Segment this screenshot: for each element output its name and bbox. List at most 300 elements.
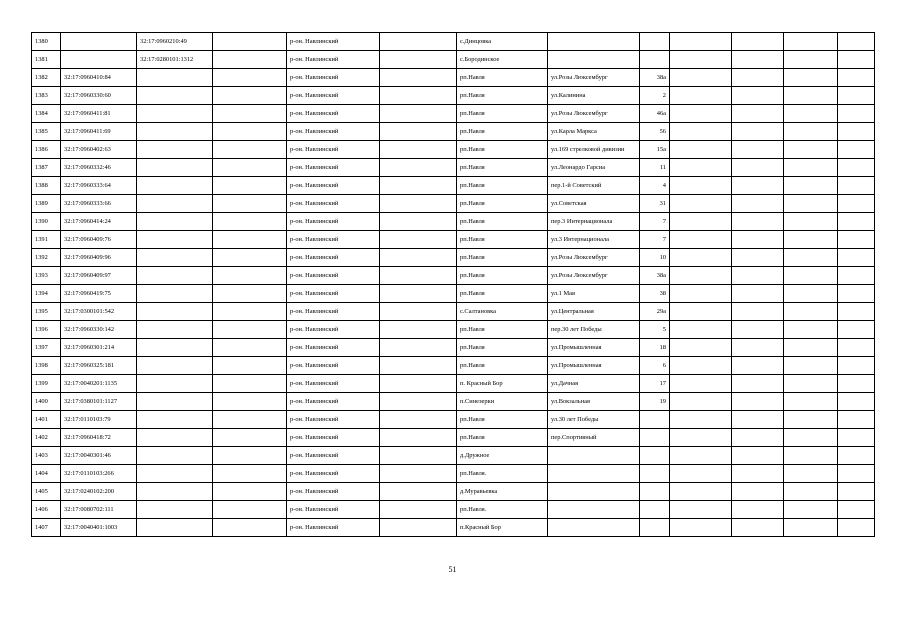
table-row — [32, 519, 875, 537]
cell-street: ул.Промышленная — [548, 357, 640, 375]
cell-place: п.Красный Бор — [457, 519, 548, 537]
cell-empty — [380, 465, 457, 483]
cell-cad1: 32:17:0960330:142 — [61, 321, 137, 339]
cell-street — [548, 501, 640, 519]
cell-empty — [213, 267, 287, 285]
cell-empty — [732, 303, 784, 321]
table-row — [32, 69, 875, 87]
cell-empty — [380, 69, 457, 87]
cell-empty — [213, 393, 287, 411]
cell-empty — [670, 33, 732, 51]
cell-empty — [670, 375, 732, 393]
cell-empty — [732, 447, 784, 465]
cell-empty — [732, 105, 784, 123]
cell-empty — [732, 231, 784, 249]
table-row — [32, 339, 875, 357]
cell-n: 1394 — [32, 285, 61, 303]
cell-cad2 — [137, 105, 213, 123]
cell-cad1: 32:17:0110103:79 — [61, 411, 137, 429]
cell-empty — [784, 357, 838, 375]
cell-empty — [784, 195, 838, 213]
cell-rayon: р-он. Навлинский — [287, 267, 380, 285]
cell-n: 1391 — [32, 231, 61, 249]
cell-cad2 — [137, 87, 213, 105]
cell-house: 29а — [640, 303, 670, 321]
table-row — [32, 123, 875, 141]
cell-empty — [838, 447, 875, 465]
cell-n: 1393 — [32, 267, 61, 285]
cell-cad2 — [137, 357, 213, 375]
cell-empty — [838, 375, 875, 393]
cell-empty — [213, 429, 287, 447]
cell-empty — [380, 285, 457, 303]
cell-house: 17 — [640, 375, 670, 393]
cell-rayon: р-он. Навлинский — [287, 213, 380, 231]
cell-n: 1382 — [32, 69, 61, 87]
cell-empty — [732, 213, 784, 231]
cell-street: ул.Промышленная — [548, 339, 640, 357]
cell-rayon: р-он. Навлинский — [287, 303, 380, 321]
cell-empty — [213, 519, 287, 537]
cell-n: 1405 — [32, 483, 61, 501]
cell-empty — [838, 105, 875, 123]
cell-empty — [838, 393, 875, 411]
cell-empty — [784, 231, 838, 249]
cell-empty — [732, 123, 784, 141]
table-row — [32, 213, 875, 231]
cell-house — [640, 519, 670, 537]
cell-empty — [380, 87, 457, 105]
cell-empty — [213, 231, 287, 249]
cell-cad2 — [137, 321, 213, 339]
cell-n: 1383 — [32, 87, 61, 105]
cell-street: ул.Розы Люксембург — [548, 105, 640, 123]
table-row — [32, 231, 875, 249]
cell-empty — [838, 231, 875, 249]
cell-empty — [732, 285, 784, 303]
cell-cad1: 32:17:0110103:266 — [61, 465, 137, 483]
cell-cad1 — [61, 51, 137, 69]
cell-place: с.Динцовка — [457, 33, 548, 51]
cell-empty — [380, 213, 457, 231]
cell-empty — [732, 69, 784, 87]
cell-rayon: р-он. Навлинский — [287, 375, 380, 393]
cell-empty — [838, 51, 875, 69]
cell-empty — [784, 213, 838, 231]
cell-empty — [670, 105, 732, 123]
cell-place: рп.Навля — [457, 141, 548, 159]
cell-cad2 — [137, 69, 213, 87]
cell-cad2 — [137, 501, 213, 519]
cell-empty — [380, 195, 457, 213]
cell-house — [640, 411, 670, 429]
cell-empty — [670, 429, 732, 447]
cell-house — [640, 429, 670, 447]
cell-empty — [784, 321, 838, 339]
cell-empty — [732, 411, 784, 429]
cell-cad2: 32:17:0960210:49 — [137, 33, 213, 51]
cell-street: ул.Розы Люксембург — [548, 69, 640, 87]
cell-n: 1407 — [32, 519, 61, 537]
cell-empty — [670, 393, 732, 411]
cell-place: с.Бородинское — [457, 51, 548, 69]
cell-empty — [380, 159, 457, 177]
table-row — [32, 447, 875, 465]
cell-cad1: 32:17:0960330:60 — [61, 87, 137, 105]
cell-place: рп.Навля — [457, 105, 548, 123]
cell-street: пер.Спортивный — [548, 429, 640, 447]
cell-empty — [670, 51, 732, 69]
cell-place: рп.Навля — [457, 339, 548, 357]
cell-street: ул.Розы Люксембург — [548, 249, 640, 267]
cell-empty — [838, 501, 875, 519]
cell-place: рп.Навля — [457, 69, 548, 87]
cell-house: 31 — [640, 195, 670, 213]
cell-place: рп.Навля — [457, 357, 548, 375]
cell-house: 38а — [640, 69, 670, 87]
cell-empty — [670, 69, 732, 87]
cell-rayon: р-он. Навлинский — [287, 195, 380, 213]
cell-cad2 — [137, 411, 213, 429]
cell-empty — [732, 87, 784, 105]
cell-cad1: 32:17:0300101:542 — [61, 303, 137, 321]
cell-rayon: р-он. Навлинский — [287, 357, 380, 375]
cell-place: рп.Навля — [457, 213, 548, 231]
cell-empty — [784, 177, 838, 195]
cell-empty — [380, 357, 457, 375]
cell-empty — [213, 357, 287, 375]
cell-empty — [213, 465, 287, 483]
cell-n: 1406 — [32, 501, 61, 519]
table-row — [32, 375, 875, 393]
cell-place: рп.Навля — [457, 411, 548, 429]
cell-n: 1404 — [32, 465, 61, 483]
cell-empty — [380, 375, 457, 393]
cell-cad2 — [137, 141, 213, 159]
cell-cad2 — [137, 429, 213, 447]
cell-rayon: р-он. Навлинский — [287, 177, 380, 195]
cell-rayon: р-он. Навлинский — [287, 249, 380, 267]
cell-street: ул.Центральная — [548, 303, 640, 321]
cell-empty — [380, 501, 457, 519]
cell-empty — [380, 303, 457, 321]
cell-empty — [784, 51, 838, 69]
cell-empty — [838, 177, 875, 195]
cell-empty — [732, 177, 784, 195]
table-row — [32, 267, 875, 285]
cell-empty — [838, 213, 875, 231]
cell-empty — [213, 501, 287, 519]
cell-cad2 — [137, 339, 213, 357]
cell-empty — [380, 483, 457, 501]
cell-n: 1388 — [32, 177, 61, 195]
cell-empty — [380, 447, 457, 465]
cell-empty — [213, 213, 287, 231]
cell-empty — [380, 33, 457, 51]
cell-place: рп.Навля. — [457, 465, 548, 483]
cell-cad1: 32:17:0960418:72 — [61, 429, 137, 447]
table-row — [32, 51, 875, 69]
table-row — [32, 321, 875, 339]
table-body — [32, 33, 875, 537]
cell-empty — [838, 33, 875, 51]
cell-empty — [838, 249, 875, 267]
cell-rayon: р-он. Навлинский — [287, 141, 380, 159]
cell-n: 1389 — [32, 195, 61, 213]
cell-empty — [380, 321, 457, 339]
cell-empty — [732, 33, 784, 51]
cell-house: 38а — [640, 267, 670, 285]
cell-place: рп.Навля — [457, 195, 548, 213]
cell-empty — [670, 465, 732, 483]
cell-place: рп.Навля — [457, 429, 548, 447]
cell-empty — [784, 339, 838, 357]
cell-street: ул.Дачная — [548, 375, 640, 393]
cell-n: 1386 — [32, 141, 61, 159]
cell-empty — [838, 357, 875, 375]
cell-n: 1397 — [32, 339, 61, 357]
cell-place: рп.Навля — [457, 177, 548, 195]
cell-rayon: р-он. Навлинский — [287, 411, 380, 429]
cell-empty — [670, 123, 732, 141]
cell-empty — [213, 159, 287, 177]
cell-cad1: 32:17:0960332:46 — [61, 159, 137, 177]
cell-empty — [380, 339, 457, 357]
cell-empty — [838, 267, 875, 285]
cell-cad2 — [137, 393, 213, 411]
cell-cad2 — [137, 447, 213, 465]
cell-street: ул.Карла Маркса — [548, 123, 640, 141]
table-row — [32, 87, 875, 105]
cell-house: 6 — [640, 357, 670, 375]
cell-empty — [380, 393, 457, 411]
table-row — [32, 33, 875, 51]
cell-empty — [838, 87, 875, 105]
cell-cad1: 32:17:0380101:1127 — [61, 393, 137, 411]
table-row — [32, 303, 875, 321]
cell-rayon: р-он. Навлинский — [287, 33, 380, 51]
cell-cad2 — [137, 195, 213, 213]
cell-cad1: 32:17:0960333:64 — [61, 177, 137, 195]
cell-place: рп.Навля — [457, 249, 548, 267]
cell-empty — [784, 267, 838, 285]
cell-cad1: 32:17:0960414:24 — [61, 213, 137, 231]
cell-empty — [380, 177, 457, 195]
cell-empty — [732, 51, 784, 69]
table-row — [32, 429, 875, 447]
cell-cad1: 32:17:0960419:75 — [61, 285, 137, 303]
cell-cad2 — [137, 375, 213, 393]
cell-cad1: 32:17:0960410:84 — [61, 69, 137, 87]
cell-street: пер.1-й Советский — [548, 177, 640, 195]
cell-empty — [838, 159, 875, 177]
cell-empty — [838, 123, 875, 141]
cell-n: 1402 — [32, 429, 61, 447]
cell-empty — [732, 393, 784, 411]
cell-street: ул.Советская — [548, 195, 640, 213]
cell-cad1: 32:17:0960333:66 — [61, 195, 137, 213]
cell-cad1: 32:17:0240102:200 — [61, 483, 137, 501]
cell-empty — [213, 195, 287, 213]
cell-empty — [732, 267, 784, 285]
cell-empty — [213, 339, 287, 357]
cell-place: рп.Навля — [457, 159, 548, 177]
cell-cad1: 32:17:0960409:76 — [61, 231, 137, 249]
cell-empty — [784, 465, 838, 483]
cell-cad2 — [137, 123, 213, 141]
cell-empty — [670, 231, 732, 249]
cell-empty — [670, 141, 732, 159]
cell-empty — [784, 87, 838, 105]
cell-empty — [784, 501, 838, 519]
cell-empty — [670, 267, 732, 285]
cell-n: 1399 — [32, 375, 61, 393]
cell-rayon: р-он. Навлинский — [287, 339, 380, 357]
cell-n: 1400 — [32, 393, 61, 411]
table-row — [32, 411, 875, 429]
table-row — [32, 159, 875, 177]
cell-rayon: р-он. Навлинский — [287, 321, 380, 339]
cell-rayon: р-он. Навлинский — [287, 285, 380, 303]
cell-empty — [732, 429, 784, 447]
cell-empty — [784, 249, 838, 267]
cell-empty — [784, 375, 838, 393]
cell-cad2 — [137, 159, 213, 177]
cell-street: ул.3 Интернационала — [548, 231, 640, 249]
cell-empty — [732, 465, 784, 483]
cell-empty — [732, 375, 784, 393]
cell-empty — [380, 519, 457, 537]
cell-empty — [732, 159, 784, 177]
cell-n: 1385 — [32, 123, 61, 141]
cell-street — [548, 519, 640, 537]
cell-cad1: 32:17:0960411:69 — [61, 123, 137, 141]
cell-empty — [784, 483, 838, 501]
cell-empty — [670, 483, 732, 501]
cell-cad1: 32:17:0040301:46 — [61, 447, 137, 465]
cell-empty — [213, 447, 287, 465]
cell-empty — [213, 33, 287, 51]
cell-rayon: р-он. Навлинский — [287, 123, 380, 141]
cell-n: 1398 — [32, 357, 61, 375]
cell-house — [640, 51, 670, 69]
cell-cad1: 32:17:0960301:214 — [61, 339, 137, 357]
cell-house: 10 — [640, 249, 670, 267]
cell-place: рп.Навля — [457, 321, 548, 339]
cell-cad2 — [137, 177, 213, 195]
table-row — [32, 357, 875, 375]
cell-empty — [732, 321, 784, 339]
cell-place: рп.Навля — [457, 267, 548, 285]
cell-n: 1387 — [32, 159, 61, 177]
cell-house: 2 — [640, 87, 670, 105]
cell-cad1: 32:17:0960411:81 — [61, 105, 137, 123]
cell-empty — [784, 447, 838, 465]
cell-empty — [670, 285, 732, 303]
cell-rayon: р-он. Навлинский — [287, 429, 380, 447]
cell-empty — [784, 105, 838, 123]
cell-street — [548, 483, 640, 501]
cell-house: 46а — [640, 105, 670, 123]
cell-empty — [380, 411, 457, 429]
cell-empty — [213, 321, 287, 339]
cell-empty — [838, 339, 875, 357]
cell-cad1: 32:17:0960409:96 — [61, 249, 137, 267]
cell-empty — [670, 519, 732, 537]
cell-empty — [213, 69, 287, 87]
cell-empty — [213, 375, 287, 393]
cell-empty — [732, 249, 784, 267]
cell-cad2 — [137, 519, 213, 537]
cell-empty — [670, 357, 732, 375]
cell-house — [640, 33, 670, 51]
cell-n: 1395 — [32, 303, 61, 321]
cell-empty — [784, 303, 838, 321]
cell-empty — [732, 483, 784, 501]
cell-house: 7 — [640, 231, 670, 249]
table-row — [32, 465, 875, 483]
cell-empty — [670, 177, 732, 195]
cell-empty — [670, 501, 732, 519]
cell-n: 1392 — [32, 249, 61, 267]
cell-rayon: р-он. Навлинский — [287, 447, 380, 465]
cell-cad1: 32:17:0040201:1135 — [61, 375, 137, 393]
cell-cad1 — [61, 33, 137, 51]
cell-empty — [838, 303, 875, 321]
cell-empty — [670, 339, 732, 357]
cell-rayon: р-он. Навлинский — [287, 483, 380, 501]
cell-cad2 — [137, 483, 213, 501]
table-row — [32, 285, 875, 303]
cell-empty — [380, 429, 457, 447]
cell-empty — [380, 51, 457, 69]
cell-house: 56 — [640, 123, 670, 141]
cell-empty — [838, 69, 875, 87]
cell-cad1: 32:17:0960409:97 — [61, 267, 137, 285]
cell-empty — [784, 33, 838, 51]
cell-rayon: р-он. Навлинский — [287, 501, 380, 519]
cell-empty — [380, 105, 457, 123]
cell-empty — [784, 429, 838, 447]
table-row — [32, 195, 875, 213]
cell-house: 7 — [640, 213, 670, 231]
cell-empty — [838, 321, 875, 339]
cell-empty — [784, 411, 838, 429]
cell-empty — [784, 285, 838, 303]
cell-street — [548, 51, 640, 69]
cell-empty — [838, 519, 875, 537]
cell-rayon: р-он. Навлинский — [287, 105, 380, 123]
cell-empty — [670, 447, 732, 465]
cell-place: рп.Навля — [457, 285, 548, 303]
table-row — [32, 501, 875, 519]
cell-empty — [784, 123, 838, 141]
cell-street — [548, 33, 640, 51]
cell-cad1: 32:17:0080702:111 — [61, 501, 137, 519]
cell-rayon: р-он. Навлинский — [287, 519, 380, 537]
cell-cad2 — [137, 213, 213, 231]
table-row — [32, 177, 875, 195]
cell-empty — [784, 393, 838, 411]
cell-cad2 — [137, 285, 213, 303]
cell-place: рп.Навля — [457, 231, 548, 249]
cell-place: с.Салтановка — [457, 303, 548, 321]
cell-house: 19 — [640, 393, 670, 411]
table-row — [32, 105, 875, 123]
cell-street: пер.3 Интернационала — [548, 213, 640, 231]
cell-n: 1390 — [32, 213, 61, 231]
cell-empty — [213, 105, 287, 123]
